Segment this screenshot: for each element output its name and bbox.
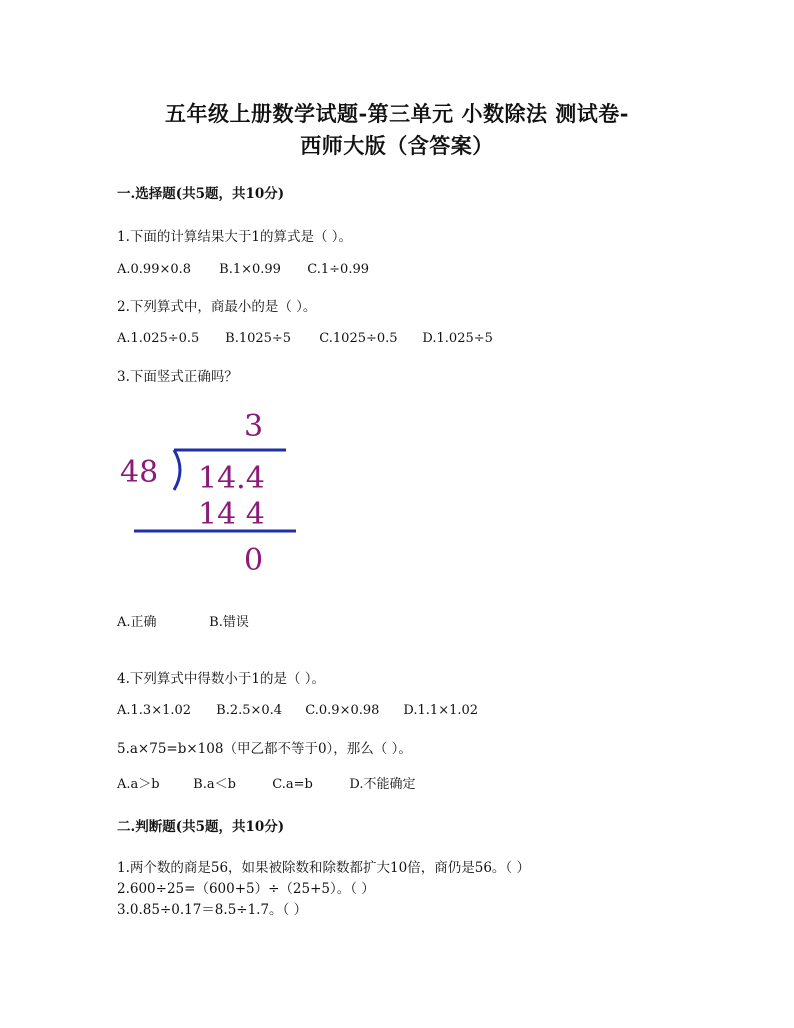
question-5: 5.a×75=b×108（甲乙都不等于0），那么（ ）。	[117, 741, 412, 757]
division-bracket	[174, 450, 180, 490]
option-c: C.1÷0.99	[307, 262, 370, 277]
option-d: D.1.025÷5	[422, 331, 493, 346]
option-c: C.a=b	[272, 777, 313, 792]
question-3-options	[117, 611, 249, 630]
option-d: D.不能确定	[349, 777, 416, 792]
division-remainder: 0	[244, 543, 264, 578]
section-1-heading: 一.选择题(共5题，共10分)	[117, 186, 285, 202]
question-2-options	[117, 331, 493, 346]
division-dividend: 14.4	[198, 461, 265, 496]
judgement-3: 3.0.85÷0.17＝8.5÷1.7。（ ）	[117, 902, 308, 918]
question-2: 2.下列算式中，商最小的是（ ）。	[117, 299, 317, 315]
question-3: 3.下面竖式正确吗？	[117, 369, 238, 385]
division-divisor: 48	[120, 455, 159, 490]
option-b: B.1×0.99	[219, 262, 281, 277]
option-a: A.a＞b	[117, 777, 160, 792]
option-b: B.错误	[209, 615, 249, 630]
title-line-1: 五年级上册数学试题-第三单元 小数除法 测试卷-	[164, 101, 630, 126]
option-a: A.正确	[117, 615, 157, 630]
option-b: B.1025÷5	[225, 331, 292, 346]
option-c: C.1025÷0.5	[319, 331, 398, 346]
section-2-heading: 二.判断题(共5题，共10分)	[117, 819, 285, 835]
option-a: A.0.99×0.8	[117, 262, 192, 277]
title-line-2: 西师大版（含答案）	[300, 133, 494, 158]
question-4-options	[117, 703, 478, 718]
division-product: 14 4	[198, 497, 265, 532]
long-division-figure	[110, 400, 310, 585]
question-5-options	[117, 773, 416, 792]
option-c: C.0.9×0.98	[305, 703, 380, 718]
question-1-options	[117, 262, 369, 277]
option-d: D.1.1×1.02	[403, 703, 479, 718]
division-quotient: 3	[244, 409, 264, 444]
question-4: 4.下列算式中得数小于1的是（ ）。	[117, 671, 326, 687]
question-1: 1.下面的计算结果大于1的算式是（ ）。	[117, 229, 353, 245]
long-division-svg	[110, 400, 310, 585]
option-a: A.1.025÷0.5	[117, 331, 200, 346]
judgement-1: 1.两个数的商是56，如果被除数和除数都扩大10倍，商仍是56。（ ）	[117, 860, 530, 876]
option-b: B.a＜b	[193, 777, 236, 792]
option-b: B.2.5×0.4	[216, 703, 283, 718]
option-a: A.1.3×1.02	[117, 703, 192, 718]
judgement-2: 2.600÷25=（600+5）÷（25+5）。（ ）	[117, 881, 375, 897]
